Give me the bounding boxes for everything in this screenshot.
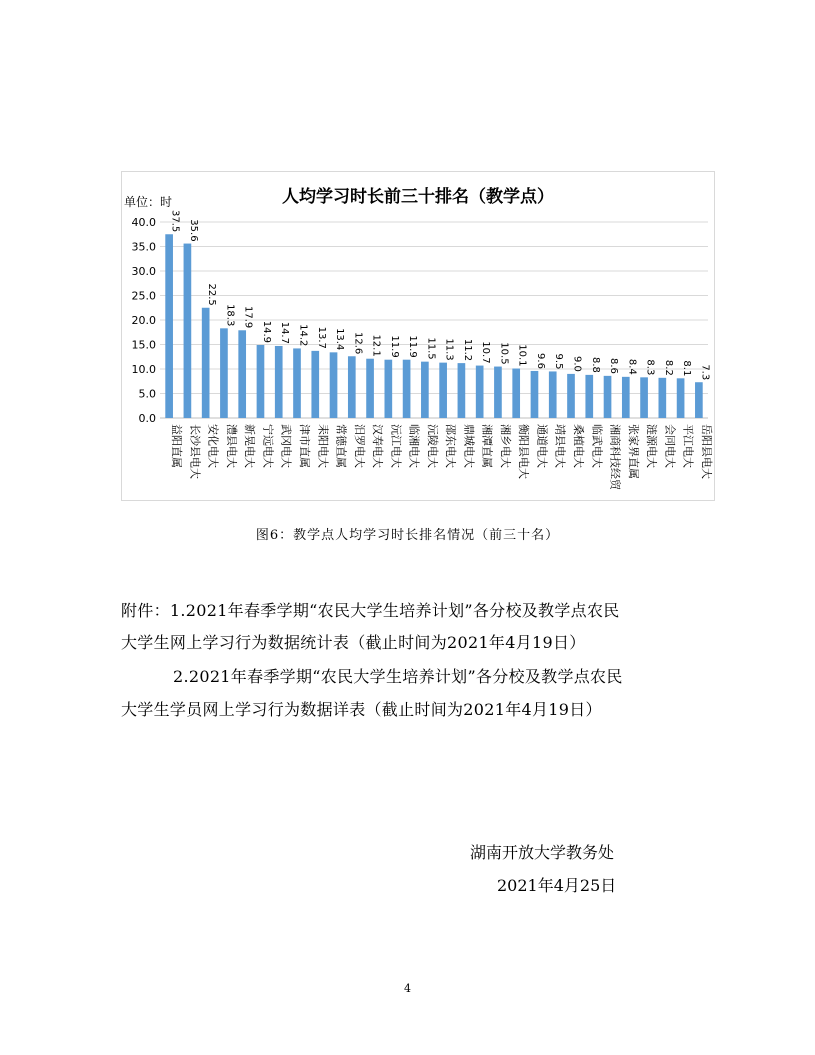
- x-tick-label: 张家界直属: [626, 424, 640, 479]
- data-label: 14.7: [279, 321, 291, 344]
- bar: [311, 351, 319, 418]
- bar: [238, 330, 246, 418]
- data-label: 10.5: [498, 342, 510, 365]
- bar: [458, 363, 466, 418]
- x-tick-label: 沅陵电大: [425, 424, 439, 468]
- x-tick-label: 靖县电大: [553, 424, 567, 468]
- x-tick-label: 岳阳县电大: [699, 424, 713, 479]
- bar: [421, 362, 429, 418]
- figure-caption: 图6：教学点人均学习时长排名情况（前三十名）: [255, 528, 560, 543]
- bar: [403, 360, 411, 418]
- x-tick-label: 益阳直属: [170, 424, 184, 468]
- bar: [567, 374, 575, 418]
- data-label: 14.2: [297, 324, 309, 347]
- x-tick-label: 长沙县电大: [188, 424, 202, 479]
- data-label: 35.6: [187, 219, 199, 242]
- x-tick-label: 常德直属: [334, 424, 348, 468]
- data-label: 17.9: [242, 306, 254, 329]
- x-tick-label: 平江电大: [681, 424, 695, 468]
- bar: [494, 367, 502, 418]
- x-tick-label: 武冈电大: [279, 424, 293, 468]
- x-tick-label: 涟源电大: [645, 424, 659, 468]
- bar: [165, 234, 173, 418]
- bar: [549, 371, 557, 418]
- bar: [585, 375, 593, 418]
- data-label: 8.2: [662, 359, 674, 376]
- x-tick-label: 湘潭直属: [480, 424, 494, 468]
- unit-label: 单位：时: [124, 195, 173, 209]
- bar: [275, 346, 283, 418]
- x-tick-label: 安化电大: [206, 424, 220, 468]
- data-label: 10.7: [480, 341, 492, 364]
- signature-org: 湖南开放大学教务处: [470, 843, 615, 862]
- data-label: 12.6: [352, 331, 364, 355]
- bar: [677, 378, 685, 418]
- attachment-line-2: 大学生网上学习行为数据统计表（截止时间为2021年4月19日）: [121, 633, 586, 652]
- data-label: 11.3: [443, 338, 455, 361]
- x-tick-label: 桑植电大: [572, 424, 585, 468]
- y-tick-label: 10.0: [131, 363, 156, 376]
- data-label: 9.5: [553, 353, 565, 370]
- data-label: 8.4: [626, 358, 638, 375]
- data-label: 11.9: [388, 335, 400, 358]
- bar: [366, 359, 374, 418]
- bar: [512, 369, 520, 418]
- bar: [220, 328, 228, 418]
- data-label: 22.5: [206, 283, 218, 306]
- data-label: 11.9: [407, 335, 419, 358]
- bar-chart: [122, 172, 714, 500]
- x-tick-label: 汉寿电大: [371, 424, 385, 468]
- y-tick-label: 20.0: [131, 314, 156, 327]
- data-label: 9.6: [534, 353, 546, 369]
- bar: [622, 377, 630, 418]
- data-label: 8.1: [681, 360, 693, 377]
- data-label: 13.7: [315, 326, 327, 349]
- y-tick-label: 0.0: [138, 412, 156, 425]
- data-label: 8.3: [644, 359, 656, 376]
- x-tick-label: 新晃电大: [243, 424, 257, 468]
- x-tick-label: 汨罗电大: [352, 424, 366, 468]
- x-tick-label: 鼎城电大: [462, 424, 476, 468]
- data-label: 37.5: [169, 209, 181, 233]
- y-tick-label: 15.0: [131, 338, 156, 352]
- x-tick-label: 沅江电大: [389, 424, 403, 468]
- data-label: 12.1: [370, 334, 382, 357]
- data-label: 8.8: [589, 356, 601, 373]
- y-tick-label: 30.0: [131, 265, 156, 278]
- x-tick-label: 临武电大: [590, 424, 604, 468]
- y-tick-label: 35.0: [131, 240, 156, 254]
- x-tick-label: 湘乡电大: [498, 424, 512, 468]
- x-tick-label: 邵东电大: [444, 424, 458, 468]
- x-tick-label: 津市直属: [298, 424, 311, 468]
- data-label: 8.6: [608, 357, 620, 374]
- data-label: 9.0: [571, 355, 583, 372]
- bar: [476, 366, 484, 418]
- bar: [604, 376, 612, 418]
- x-tick-label: 会同电大: [663, 424, 677, 468]
- data-label: 13.4: [334, 328, 346, 351]
- x-tick-label: 临湘电大: [407, 424, 421, 468]
- x-tick-label: 湘商科技经贸: [608, 424, 622, 490]
- data-label: 10.1: [516, 344, 528, 367]
- x-tick-label: 通道电大: [535, 424, 549, 468]
- x-tick-label: 宁远电大: [261, 424, 275, 468]
- bar: [695, 382, 703, 418]
- bar: [531, 371, 539, 418]
- data-label: 14.9: [260, 320, 272, 343]
- data-label: 18.3: [224, 304, 236, 327]
- x-tick-label: 澧县电大: [224, 424, 238, 468]
- x-tick-label: 耒阳电大: [316, 424, 330, 468]
- bar: [348, 356, 356, 418]
- page-number: 4: [404, 982, 411, 995]
- attachment-line-1: 附件：1.2021年春季学期“农民大学生培养计划”各分校及教学点农民: [121, 601, 620, 620]
- x-tick-label: 衡阳县电大: [517, 424, 531, 479]
- bar: [658, 378, 666, 418]
- signature-date: 2021年4月25日: [497, 876, 617, 895]
- chart-title: 人均学习时长前三十排名（教学点）: [282, 187, 554, 207]
- bar: [257, 345, 265, 418]
- bar: [293, 348, 301, 418]
- bar: [640, 377, 648, 418]
- bar: [384, 360, 392, 418]
- bar: [184, 244, 192, 418]
- y-tick-label: 40.0: [131, 216, 156, 229]
- data-label: 11.5: [425, 337, 437, 360]
- bar: [439, 363, 447, 418]
- attachment-line-4: 大学生学员网上学习行为数据详表（截止时间为2021年4月19日）: [121, 700, 602, 719]
- bar: [330, 352, 338, 418]
- data-label: 7.3: [699, 364, 711, 381]
- data-label: 11.2: [461, 338, 473, 362]
- bar: [202, 308, 210, 418]
- y-tick-label: 5.0: [138, 387, 156, 401]
- chart-frame: [121, 171, 715, 501]
- attachment-line-3: 2.2021年春季学期“农民大学生培养计划”各分校及教学点农民: [173, 667, 623, 686]
- y-tick-label: 25.0: [131, 289, 156, 303]
